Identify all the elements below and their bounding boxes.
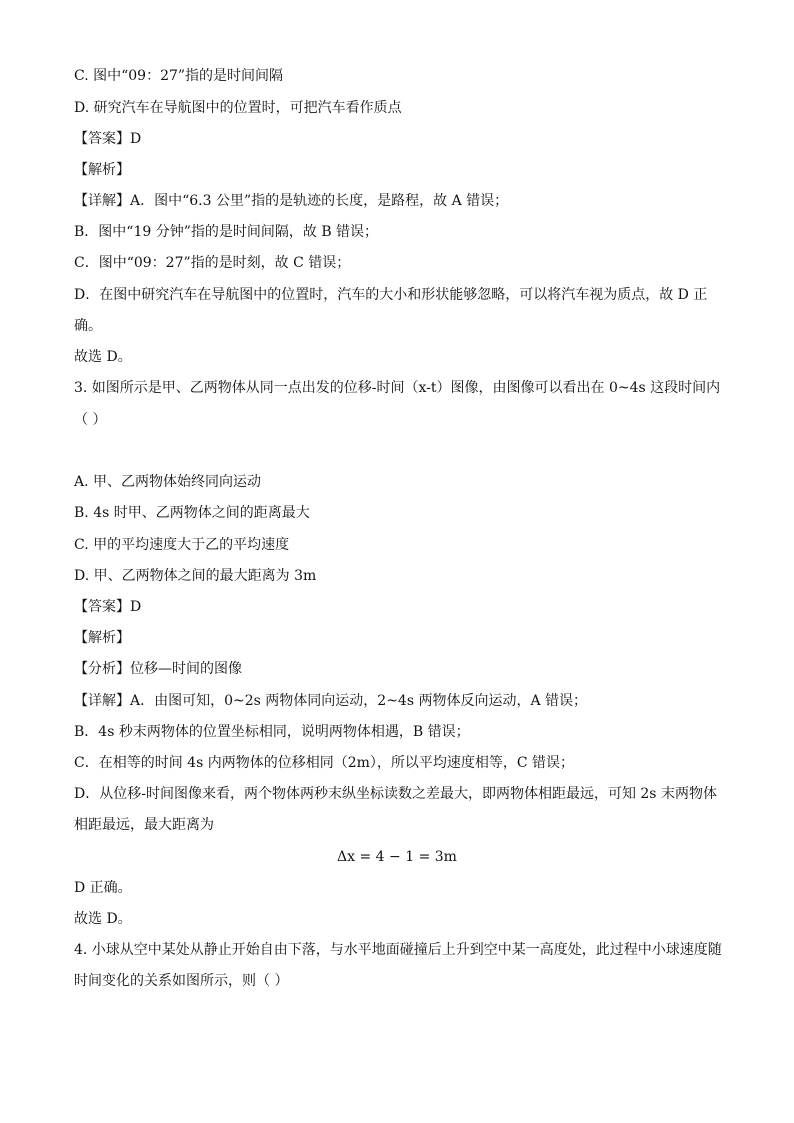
detail-d-q3: D．从位移-时间图像来看，两个物体两秒末纵坐标读数之差最大，即两物体相距最远，可知 2s 末两物体 bbox=[74, 786, 717, 802]
detail-c-q3: C．在相等的时间 4s 内两物体的位移相同（2m），所以平均速度相等，C 错误； bbox=[74, 755, 575, 771]
detail-d-q2: D．在图中研究汽车在导航图中的位置时，汽车的大小和形状能够忽略，可以将汽车视为质点，故 D 正 bbox=[74, 287, 708, 303]
detail-b-q3: B．4s 秒末两物体的位置坐标相同，说明两物体相遇，B 错误； bbox=[74, 724, 470, 740]
detail-c-q2: C．图中“09：27”指的是时刻，故 C 错误； bbox=[74, 255, 351, 271]
detail-b-q2: B．图中“19 分钟”指的是时间间隔，故 B 错误； bbox=[74, 224, 379, 240]
question-4-stem: 4. 小球从空中某处从静止开始自由下落，与水平地面碰撞后上升到空中某一高度处，此过程中小球速度随 bbox=[74, 942, 722, 958]
displacement-formula: Δx = 4 − 1 = 3m bbox=[337, 849, 457, 865]
conclusion-q2: 故选 D。 bbox=[74, 349, 132, 365]
option-c-q3: C. 甲的平均速度大于乙的平均速度 bbox=[74, 537, 290, 553]
answer-q3: 【答案】D bbox=[74, 599, 142, 615]
question-3-bracket: （ ） bbox=[74, 412, 107, 428]
detail-d-q2-cont: 确。 bbox=[74, 318, 102, 334]
detail-d-q3-cont: 相距最远，最大距离为 bbox=[74, 817, 214, 833]
detail-a-q2: 【详解】A．图中“6.3 公里”指的是轨迹的长度，是路程，故 A 错误； bbox=[74, 193, 509, 209]
question-4-stem-cont: 时间变化的关系如图所示，则（ ） bbox=[74, 973, 289, 989]
conclusion-q3: 故选 D。 bbox=[74, 911, 132, 927]
option-b-q3: B. 4s 时甲、乙两物体之间的距离最大 bbox=[74, 505, 310, 521]
answer-q2: 【答案】D bbox=[74, 131, 142, 147]
question-3-stem: 3. 如图所示是甲、乙两物体从同一点出发的位移-时间（x-t）图像，由图像可以看出在 0~4s 这段时间内 bbox=[74, 380, 721, 396]
analysis-heading-q3: 【解析】 bbox=[74, 630, 130, 646]
detail-a-q3: 【详解】A．由图可知，0~2s 两物体同向运动，2~4s 两物体反向运动，A 错误； bbox=[74, 693, 588, 709]
conclusion-q3-correct: D 正确。 bbox=[74, 880, 132, 896]
option-d-q2: D. 研究汽车在导航图中的位置时，可把汽车看作质点 bbox=[74, 100, 402, 116]
analysis-note-q3: 【分析】位移—时间的图像 bbox=[74, 661, 242, 677]
option-a-q3: A. 甲、乙两物体始终同向运动 bbox=[74, 474, 262, 490]
option-c-q2: C. 图中“09：27”指的是时间间隔 bbox=[74, 68, 284, 84]
option-d-q3: D. 甲、乙两物体之间的最大距离为 3m bbox=[74, 568, 317, 584]
analysis-heading-q2: 【解析】 bbox=[74, 162, 130, 178]
